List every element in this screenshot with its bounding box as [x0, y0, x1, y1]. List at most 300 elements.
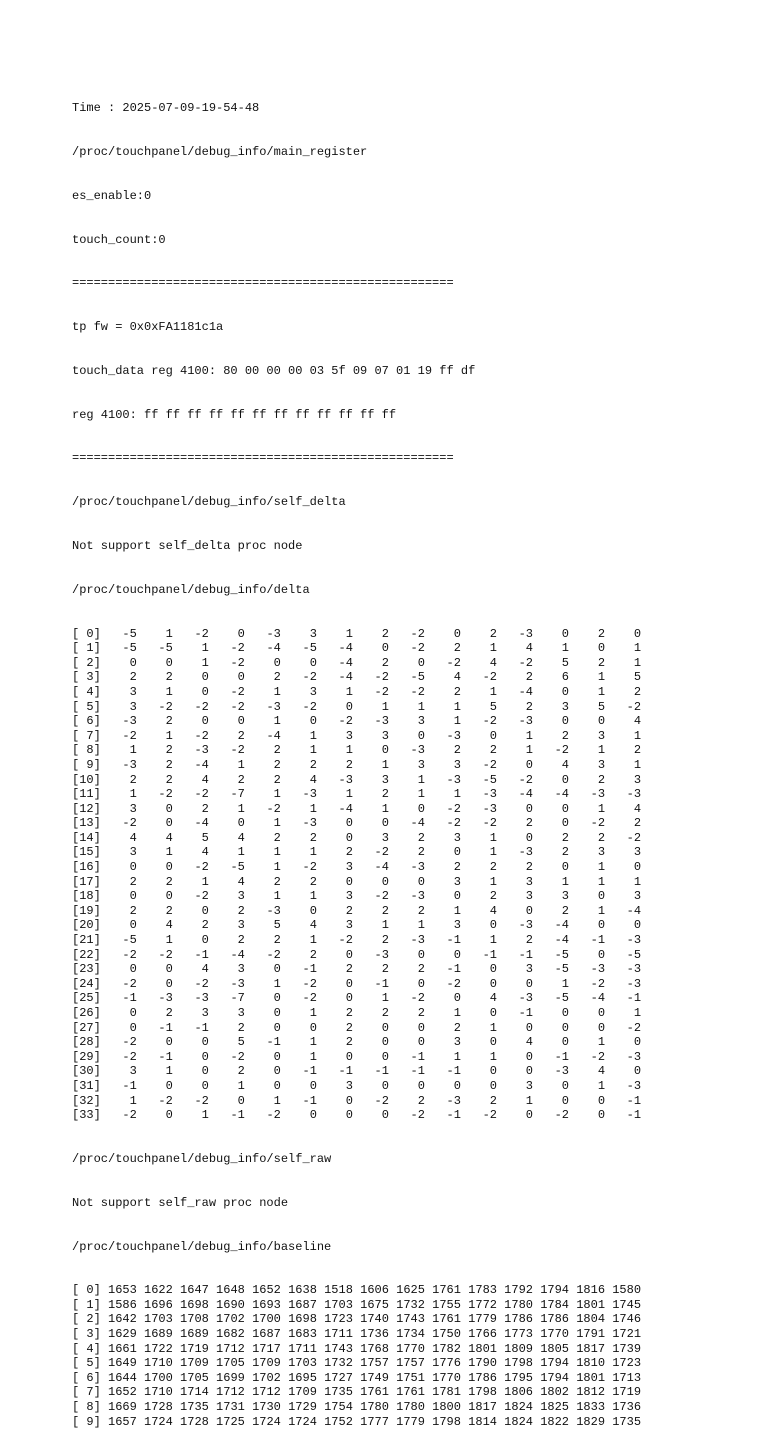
- delta-cell: 0: [605, 860, 642, 875]
- delta-cell: 3: [316, 918, 353, 933]
- delta-cell: 0: [424, 845, 461, 860]
- delta-cell: 3: [208, 889, 245, 904]
- delta-cell: 4: [605, 714, 642, 729]
- delta-cell: 0: [533, 1093, 570, 1108]
- delta-cell: 0: [496, 1020, 533, 1035]
- delta-row-label: [22]: [72, 947, 101, 962]
- delta-cell: 0: [388, 1020, 425, 1035]
- baseline-cell: 1743: [316, 1341, 353, 1356]
- delta-cell: 1: [136, 626, 173, 641]
- delta-cell: 2: [460, 1093, 497, 1108]
- delta-cell: 0: [605, 1064, 642, 1079]
- delta-cell: 0: [460, 1078, 497, 1093]
- delta-cell: 1: [244, 714, 281, 729]
- delta-cell: 0: [208, 816, 245, 831]
- delta-cell: 0: [569, 1006, 606, 1020]
- delta-row: [72, 991, 752, 1006]
- delta-row-label: [29]: [72, 1049, 101, 1064]
- delta-row-label: [19]: [72, 903, 101, 918]
- baseline-cell: 1786: [496, 1312, 533, 1327]
- delta-cell: 1: [496, 1093, 533, 1108]
- delta-table: [72, 627, 752, 1123]
- delta-cell: 2: [316, 1020, 353, 1035]
- delta-cell: 0: [605, 626, 642, 641]
- delta-cell: 1: [533, 874, 570, 889]
- baseline-row-label: [ 3]: [72, 1327, 101, 1342]
- delta-cell: 3: [316, 889, 353, 904]
- delta-cell: -2: [100, 976, 137, 991]
- delta-cell: 1: [244, 1093, 281, 1108]
- delta-cell: -3: [244, 626, 281, 641]
- baseline-row-label: [ 8]: [72, 1400, 101, 1415]
- delta-row-label: [ 7]: [72, 728, 101, 743]
- delta-cell: 2: [605, 743, 642, 758]
- baseline-cell: 1518: [316, 1283, 353, 1298]
- baseline-cell: 1708: [172, 1312, 209, 1327]
- delta-cell: -3: [388, 860, 425, 875]
- delta-cell: 3: [424, 874, 461, 889]
- delta-row-label: [25]: [72, 991, 101, 1006]
- delta-cell: -2: [316, 933, 353, 948]
- delta-cell: -5: [533, 947, 570, 962]
- delta-row: [72, 1064, 752, 1079]
- delta-cell: -3: [605, 976, 642, 991]
- delta-cell: -2: [352, 889, 389, 904]
- delta-cell: 0: [316, 874, 353, 889]
- delta-cell: -1: [100, 991, 137, 1006]
- delta-cell: 0: [460, 918, 497, 933]
- delta-cell: -3: [388, 743, 425, 758]
- baseline-cell: 1703: [280, 1356, 317, 1371]
- delta-cell: 4: [136, 830, 173, 845]
- delta-row: [72, 1079, 752, 1094]
- delta-cell: -3: [352, 947, 389, 962]
- delta-cell: 3: [316, 860, 353, 875]
- delta-cell: -5: [136, 641, 173, 656]
- separator-line: =====================================================: [72, 451, 454, 466]
- baseline-cell: 1804: [569, 1312, 606, 1327]
- delta-cell: 0: [533, 626, 570, 641]
- baseline-cell: 1833: [569, 1400, 606, 1415]
- delta-row: [72, 656, 752, 671]
- delta-cell: -2: [280, 699, 317, 714]
- delta-cell: 0: [136, 1035, 173, 1050]
- baseline-cell: 1638: [280, 1283, 317, 1298]
- delta-cell: -2: [569, 1049, 606, 1064]
- delta-cell: 1: [280, 889, 317, 904]
- delta-cell: 0: [460, 1006, 497, 1020]
- delta-cell: -4: [496, 787, 533, 802]
- delta-cell: 2: [316, 1035, 353, 1050]
- delta-cell: -1: [100, 1078, 137, 1093]
- delta-cell: 2: [316, 757, 353, 772]
- delta-row-label: [13]: [72, 816, 101, 831]
- delta-cell: -2: [172, 976, 209, 991]
- delta-cell: -2: [605, 1020, 642, 1035]
- delta-cell: 2: [533, 903, 570, 918]
- delta-cell: 0: [244, 991, 281, 1006]
- baseline-cell: 1622: [136, 1283, 173, 1298]
- self-delta-path: /proc/touchpanel/debug_info/self_delta: [72, 495, 346, 510]
- baseline-cell: 1802: [533, 1385, 570, 1400]
- delta-cell: 2: [605, 684, 642, 699]
- delta-cell: 2: [208, 903, 245, 918]
- delta-cell: -3: [496, 626, 533, 641]
- delta-cell: -4: [244, 728, 281, 743]
- delta-cell: 2: [352, 787, 389, 802]
- delta-cell: 3: [208, 1006, 245, 1020]
- baseline-cell: 1675: [352, 1297, 389, 1312]
- baseline-cell: 1731: [208, 1400, 245, 1415]
- delta-cell: 1: [316, 626, 353, 641]
- delta-cell: -3: [496, 845, 533, 860]
- delta-cell: 4: [280, 772, 317, 787]
- delta-row: [72, 1108, 752, 1123]
- delta-cell: 3: [100, 845, 137, 860]
- delta-row: [72, 773, 752, 788]
- delta-cell: 0: [136, 1078, 173, 1093]
- baseline-cell: 1714: [172, 1385, 209, 1400]
- baseline-cell: 1798: [424, 1414, 461, 1429]
- delta-row-label: [31]: [72, 1078, 101, 1093]
- delta-cell: 0: [569, 947, 606, 962]
- delta-row: [72, 1021, 752, 1036]
- delta-cell: 2: [424, 860, 461, 875]
- delta-cell: 2: [208, 1064, 245, 1079]
- delta-cell: -3: [280, 816, 317, 831]
- baseline-cell: 1740: [352, 1312, 389, 1327]
- baseline-cell: 1755: [424, 1297, 461, 1312]
- delta-cell: 3: [388, 757, 425, 772]
- delta-cell: 0: [496, 1064, 533, 1079]
- delta-cell: 0: [316, 830, 353, 845]
- baseline-cell: 1781: [424, 1385, 461, 1400]
- delta-cell: -2: [280, 860, 317, 875]
- delta-row: [72, 802, 752, 817]
- baseline-cell: 1711: [280, 1341, 317, 1356]
- baseline-cell: 1814: [460, 1414, 497, 1429]
- delta-cell: 1: [136, 933, 173, 948]
- delta-row: [72, 700, 752, 715]
- delta-cell: -3: [424, 772, 461, 787]
- baseline-row-label: [ 1]: [72, 1297, 101, 1312]
- delta-cell: -2: [208, 684, 245, 699]
- delta-cell: -1: [388, 1049, 425, 1064]
- delta-cell: 2: [280, 757, 317, 772]
- delta-cell: -1: [136, 1049, 173, 1064]
- baseline-cell: 1657: [100, 1414, 137, 1429]
- baseline-cell: 1798: [496, 1356, 533, 1371]
- delta-cell: 0: [316, 1093, 353, 1108]
- delta-row-label: [11]: [72, 787, 101, 802]
- delta-cell: 3: [352, 728, 389, 743]
- delta-cell: -2: [208, 743, 245, 758]
- delta-cell: -2: [100, 1049, 137, 1064]
- delta-cell: 2: [388, 962, 425, 977]
- delta-cell: -5: [388, 670, 425, 685]
- baseline-cell: 1757: [388, 1356, 425, 1371]
- delta-row: [72, 641, 752, 656]
- delta-cell: 1: [388, 699, 425, 714]
- delta-row-label: [33]: [72, 1108, 101, 1123]
- delta-cell: 0: [352, 1108, 389, 1123]
- baseline-cell: 1770: [388, 1341, 425, 1356]
- delta-cell: 1: [460, 684, 497, 699]
- delta-row: [72, 889, 752, 904]
- delta-cell: 1: [605, 757, 642, 772]
- delta-cell: -1: [496, 947, 533, 962]
- delta-cell: 3: [605, 889, 642, 904]
- baseline-cell: 1710: [136, 1385, 173, 1400]
- delta-row: [72, 904, 752, 919]
- reg-line: reg 4100: ff ff ff ff ff ff ff ff ff ff ff ff: [72, 407, 397, 422]
- baseline-cell: 1735: [605, 1414, 642, 1429]
- delta-row: [72, 685, 752, 700]
- baseline-cell: 1825: [533, 1400, 570, 1415]
- delta-cell: -3: [605, 1049, 642, 1064]
- delta-cell: 2: [136, 743, 173, 758]
- delta-cell: 0: [280, 903, 317, 918]
- baseline-cell: 1783: [460, 1283, 497, 1298]
- baseline-row: [72, 1312, 752, 1327]
- delta-cell: -2: [460, 1108, 497, 1123]
- delta-cell: 0: [172, 1064, 209, 1079]
- delta-cell: 0: [172, 684, 209, 699]
- delta-cell: 1: [424, 903, 461, 918]
- delta-cell: -3: [280, 787, 317, 802]
- delta-cell: 0: [605, 918, 642, 933]
- delta-cell: 2: [316, 1006, 353, 1020]
- baseline-cell: 1712: [208, 1341, 245, 1356]
- delta-cell: 2: [496, 933, 533, 948]
- delta-cell: 0: [316, 1049, 353, 1064]
- delta-cell: -3: [605, 787, 642, 802]
- delta-cell: -3: [352, 714, 389, 729]
- es-enable-line: es_enable:0: [72, 188, 152, 203]
- delta-cell: -2: [100, 1035, 137, 1050]
- delta-cell: 0: [352, 816, 389, 831]
- delta-cell: 2: [533, 845, 570, 860]
- delta-cell: 1: [208, 757, 245, 772]
- baseline-cell: 1625: [388, 1283, 425, 1298]
- delta-cell: 0: [460, 1035, 497, 1050]
- delta-cell: 2: [100, 874, 137, 889]
- delta-cell: 0: [533, 684, 570, 699]
- baseline-table: [72, 1283, 752, 1429]
- baseline-cell: 1780: [496, 1297, 533, 1312]
- delta-cell: 2: [100, 670, 137, 685]
- baseline-cell: 1661: [100, 1341, 137, 1356]
- delta-cell: 0: [172, 933, 209, 948]
- baseline-row-label: [ 9]: [72, 1414, 101, 1429]
- delta-cell: 1: [569, 670, 606, 685]
- delta-cell: 1: [533, 641, 570, 656]
- delta-cell: -3: [136, 991, 173, 1006]
- delta-cell: 0: [569, 918, 606, 933]
- delta-cell: 0: [316, 1108, 353, 1123]
- delta-cell: -5: [533, 991, 570, 1006]
- baseline-cell: 1805: [533, 1341, 570, 1356]
- delta-cell: 1: [136, 845, 173, 860]
- delta-cell: 1: [172, 641, 209, 656]
- delta-cell: 2: [496, 670, 533, 685]
- delta-cell: -2: [100, 1108, 137, 1123]
- delta-cell: 2: [388, 1006, 425, 1020]
- delta-cell: 0: [136, 889, 173, 904]
- baseline-cell: 1772: [460, 1297, 497, 1312]
- delta-cell: 4: [605, 801, 642, 816]
- baseline-row: [72, 1298, 752, 1313]
- delta-cell: -1: [460, 947, 497, 962]
- delta-cell: 1: [424, 1006, 461, 1020]
- baseline-cell: 1761: [424, 1283, 461, 1298]
- delta-cell: 0: [569, 714, 606, 729]
- delta-cell: -3: [569, 962, 606, 977]
- delta-cell: -2: [424, 655, 461, 670]
- delta-cell: 1: [172, 655, 209, 670]
- delta-cell: -3: [496, 714, 533, 729]
- delta-cell: -2: [460, 757, 497, 772]
- baseline-cell: 1791: [569, 1327, 606, 1342]
- delta-cell: -2: [208, 699, 245, 714]
- baseline-cell: 1735: [172, 1400, 209, 1415]
- baseline-cell: 1794: [533, 1283, 570, 1298]
- delta-cell: -2: [136, 1093, 173, 1108]
- delta-cell: 2: [280, 874, 317, 889]
- delta-cell: 2: [208, 728, 245, 743]
- baseline-cell: 1770: [533, 1327, 570, 1342]
- delta-cell: 0: [172, 1035, 209, 1050]
- delta-cell: -2: [208, 655, 245, 670]
- delta-cell: 1: [460, 1049, 497, 1064]
- delta-row-label: [21]: [72, 933, 101, 948]
- delta-cell: -3: [100, 714, 137, 729]
- delta-cell: -3: [208, 976, 245, 991]
- baseline-row: [72, 1415, 752, 1430]
- delta-cell: -3: [496, 918, 533, 933]
- delta-row: [72, 933, 752, 948]
- delta-cell: -1: [208, 1108, 245, 1123]
- baseline-cell: 1786: [460, 1370, 497, 1385]
- delta-cell: 6: [533, 670, 570, 685]
- delta-cell: -3: [460, 801, 497, 816]
- delta-cell: 1: [280, 933, 317, 948]
- delta-cell: 0: [605, 1035, 642, 1050]
- delta-cell: 0: [244, 1078, 281, 1093]
- delta-cell: 0: [352, 641, 389, 656]
- delta-cell: 4: [136, 918, 173, 933]
- delta-row: [72, 1006, 752, 1021]
- delta-cell: 0: [424, 626, 461, 641]
- delta-row-label: [ 0]: [72, 626, 101, 641]
- delta-cell: 1: [280, 845, 317, 860]
- baseline-cell: 1786: [533, 1312, 570, 1327]
- delta-cell: 0: [569, 1108, 606, 1123]
- delta-cell: 0: [388, 801, 425, 816]
- delta-cell: 5: [533, 655, 570, 670]
- delta-cell: 0: [136, 976, 173, 991]
- baseline-cell: 1717: [244, 1341, 281, 1356]
- delta-cell: 1: [280, 1049, 317, 1064]
- delta-row-label: [ 1]: [72, 641, 101, 656]
- delta-cell: 0: [460, 1064, 497, 1079]
- delta-cell: -1: [424, 962, 461, 977]
- delta-row-label: [26]: [72, 1006, 101, 1020]
- baseline-cell: 1642: [100, 1312, 137, 1327]
- delta-cell: 0: [244, 1049, 281, 1064]
- delta-cell: 0: [172, 1078, 209, 1093]
- delta-cell: -1: [244, 1035, 281, 1050]
- delta-cell: 1: [244, 976, 281, 991]
- baseline-cell: 1777: [352, 1414, 389, 1429]
- delta-row-label: [17]: [72, 874, 101, 889]
- delta-cell: 4: [496, 641, 533, 656]
- baseline-cell: 1734: [388, 1327, 425, 1342]
- delta-cell: -1: [424, 933, 461, 948]
- delta-cell: -5: [280, 641, 317, 656]
- delta-cell: -1: [172, 1020, 209, 1035]
- self-delta-message: Not support self_delta proc node: [72, 539, 303, 553]
- baseline-cell: 1779: [388, 1414, 425, 1429]
- baseline-row: [72, 1371, 752, 1386]
- delta-cell: 1: [496, 728, 533, 743]
- delta-cell: 0: [424, 991, 461, 1006]
- delta-cell: 5: [172, 830, 209, 845]
- baseline-cell: 1653: [100, 1283, 137, 1298]
- delta-row-label: [24]: [72, 976, 101, 991]
- baseline-row: [72, 1327, 752, 1342]
- delta-cell: -1: [172, 947, 209, 962]
- delta-cell: -2: [172, 889, 209, 904]
- delta-cell: 1: [316, 743, 353, 758]
- delta-cell: 0: [569, 889, 606, 904]
- baseline-cell: 1727: [316, 1370, 353, 1385]
- delta-cell: 2: [460, 743, 497, 758]
- delta-cell: 1: [352, 991, 389, 1006]
- delta-cell: 2: [208, 772, 245, 787]
- delta-cell: 2: [244, 772, 281, 787]
- baseline-cell: 1713: [605, 1370, 642, 1385]
- baseline-cell: 1683: [280, 1327, 317, 1342]
- delta-cell: 1: [352, 757, 389, 772]
- delta-cell: -3: [244, 699, 281, 714]
- baseline-cell: 1732: [316, 1356, 353, 1371]
- delta-row: [72, 729, 752, 744]
- delta-row-label: [10]: [72, 772, 101, 787]
- delta-cell: -3: [316, 772, 353, 787]
- delta-cell: 2: [316, 845, 353, 860]
- baseline-row-label: [ 4]: [72, 1341, 101, 1356]
- baseline-cell: 1739: [605, 1341, 642, 1356]
- delta-cell: 2: [496, 816, 533, 831]
- delta-cell: 0: [244, 1020, 281, 1035]
- self-raw-path: /proc/touchpanel/debug_info/self_raw: [72, 1151, 332, 1166]
- delta-cell: -1: [316, 1064, 353, 1079]
- baseline-cell: 1712: [244, 1385, 281, 1400]
- delta-cell: -2: [496, 772, 533, 787]
- self-raw-message: Not support self_raw proc node: [72, 1195, 289, 1210]
- delta-cell: 0: [496, 1049, 533, 1064]
- delta-cell: -2: [424, 976, 461, 991]
- delta-cell: -3: [172, 991, 209, 1006]
- delta-cell: 0: [100, 918, 137, 933]
- delta-cell: 2: [388, 903, 425, 918]
- baseline-cell: 1761: [388, 1385, 425, 1400]
- delta-cell: 2: [136, 1006, 173, 1020]
- baseline-row: [72, 1356, 752, 1371]
- delta-cell: 2: [388, 845, 425, 860]
- delta-cell: 3: [352, 772, 389, 787]
